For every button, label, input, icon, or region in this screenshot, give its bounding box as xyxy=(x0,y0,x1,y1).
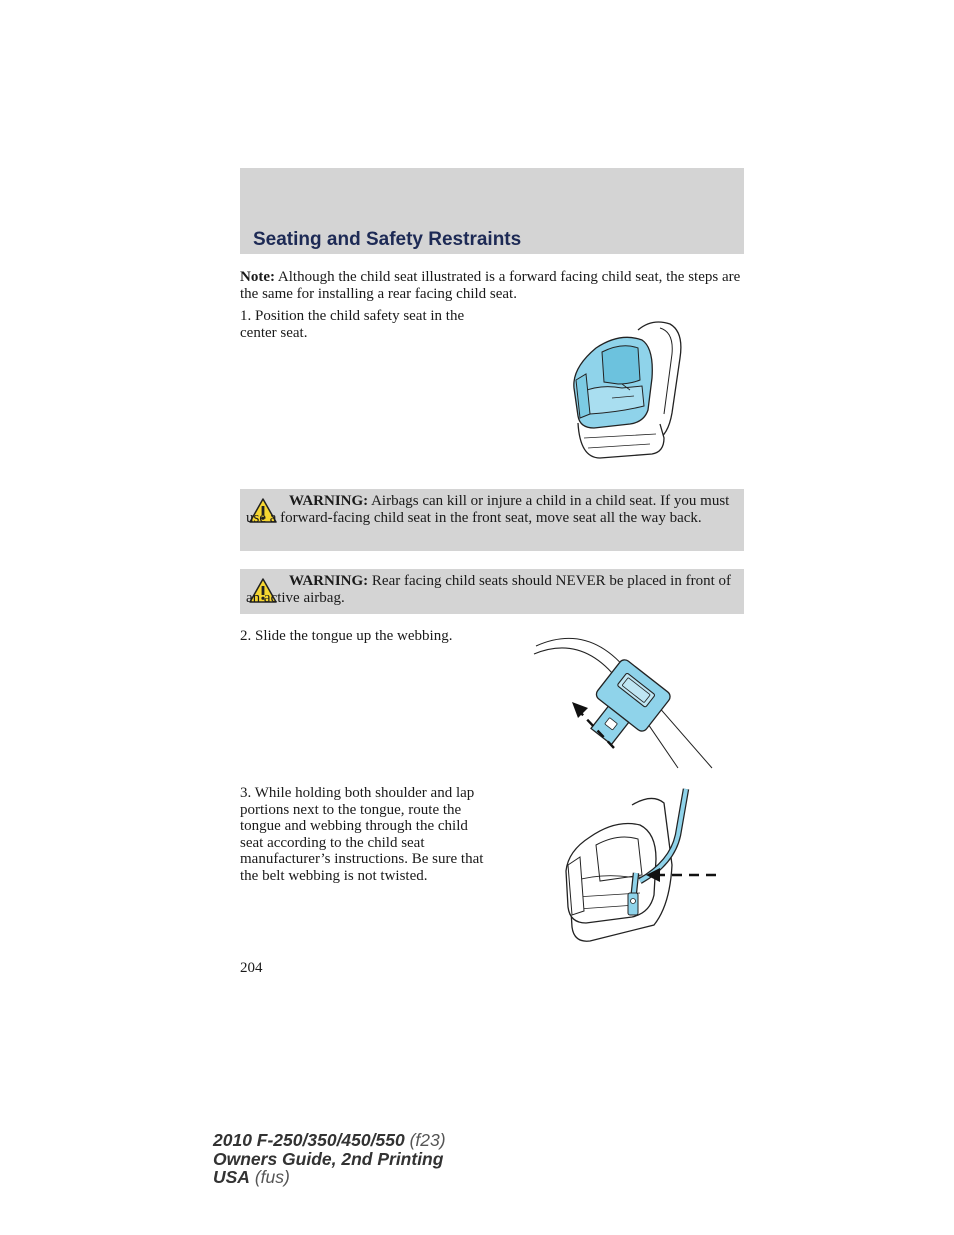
footer-line-1 xyxy=(213,1131,446,1150)
warning-text xyxy=(246,493,734,526)
page-number: 204 xyxy=(240,960,263,976)
warning-box-airbag-front-seat xyxy=(240,489,744,551)
routing-belt-illustration xyxy=(560,785,725,945)
warning-body: Airbags can kill or injure a child in a child seat. If you must use a forward-facing child seat in the front seat, move seat all the way back. xyxy=(246,493,730,526)
note-text: Although the child seat illustrated is a forward facing child seat, the steps are the same for installing a rear facing child seat. xyxy=(240,269,741,302)
footer-market: USA xyxy=(213,1167,250,1187)
footer-model-code: (f23) xyxy=(404,1130,446,1150)
warning-body: Rear facing child seats should NEVER be placed in front of an active airbag. xyxy=(246,573,731,606)
warning-box-rear-facing xyxy=(240,569,744,614)
child-seat-illustration xyxy=(560,318,690,463)
footer-line-2: Owners Guide, 2nd Printing xyxy=(213,1148,444,1169)
belt-tongue-illustration xyxy=(530,628,715,773)
footer-market-code: (fus) xyxy=(249,1167,290,1187)
step-3-text: 3. While holding both shoulder and lap portions next to the tongue, route the tongue and webbing through the child seat according to the child seat manufacturer’s instructions. Be sure that the belt webbing is not twisted. xyxy=(240,785,484,884)
warning-label: WARNING: xyxy=(289,573,369,589)
page-title: Seating and Safety Restraints xyxy=(253,229,522,250)
warning-label: WARNING: xyxy=(289,493,369,509)
document-footer xyxy=(213,1131,446,1187)
step-1-text: 1. Position the child safety seat in the center seat. xyxy=(240,308,465,341)
note-paragraph xyxy=(240,269,744,302)
footer-line-3 xyxy=(213,1168,446,1187)
warning-text xyxy=(246,573,734,606)
note-label: Note: xyxy=(240,269,275,285)
step-2-text: 2. Slide the tongue up the webbing. xyxy=(240,628,453,644)
footer-model: 2010 F-250/350/450/550 xyxy=(213,1130,405,1150)
